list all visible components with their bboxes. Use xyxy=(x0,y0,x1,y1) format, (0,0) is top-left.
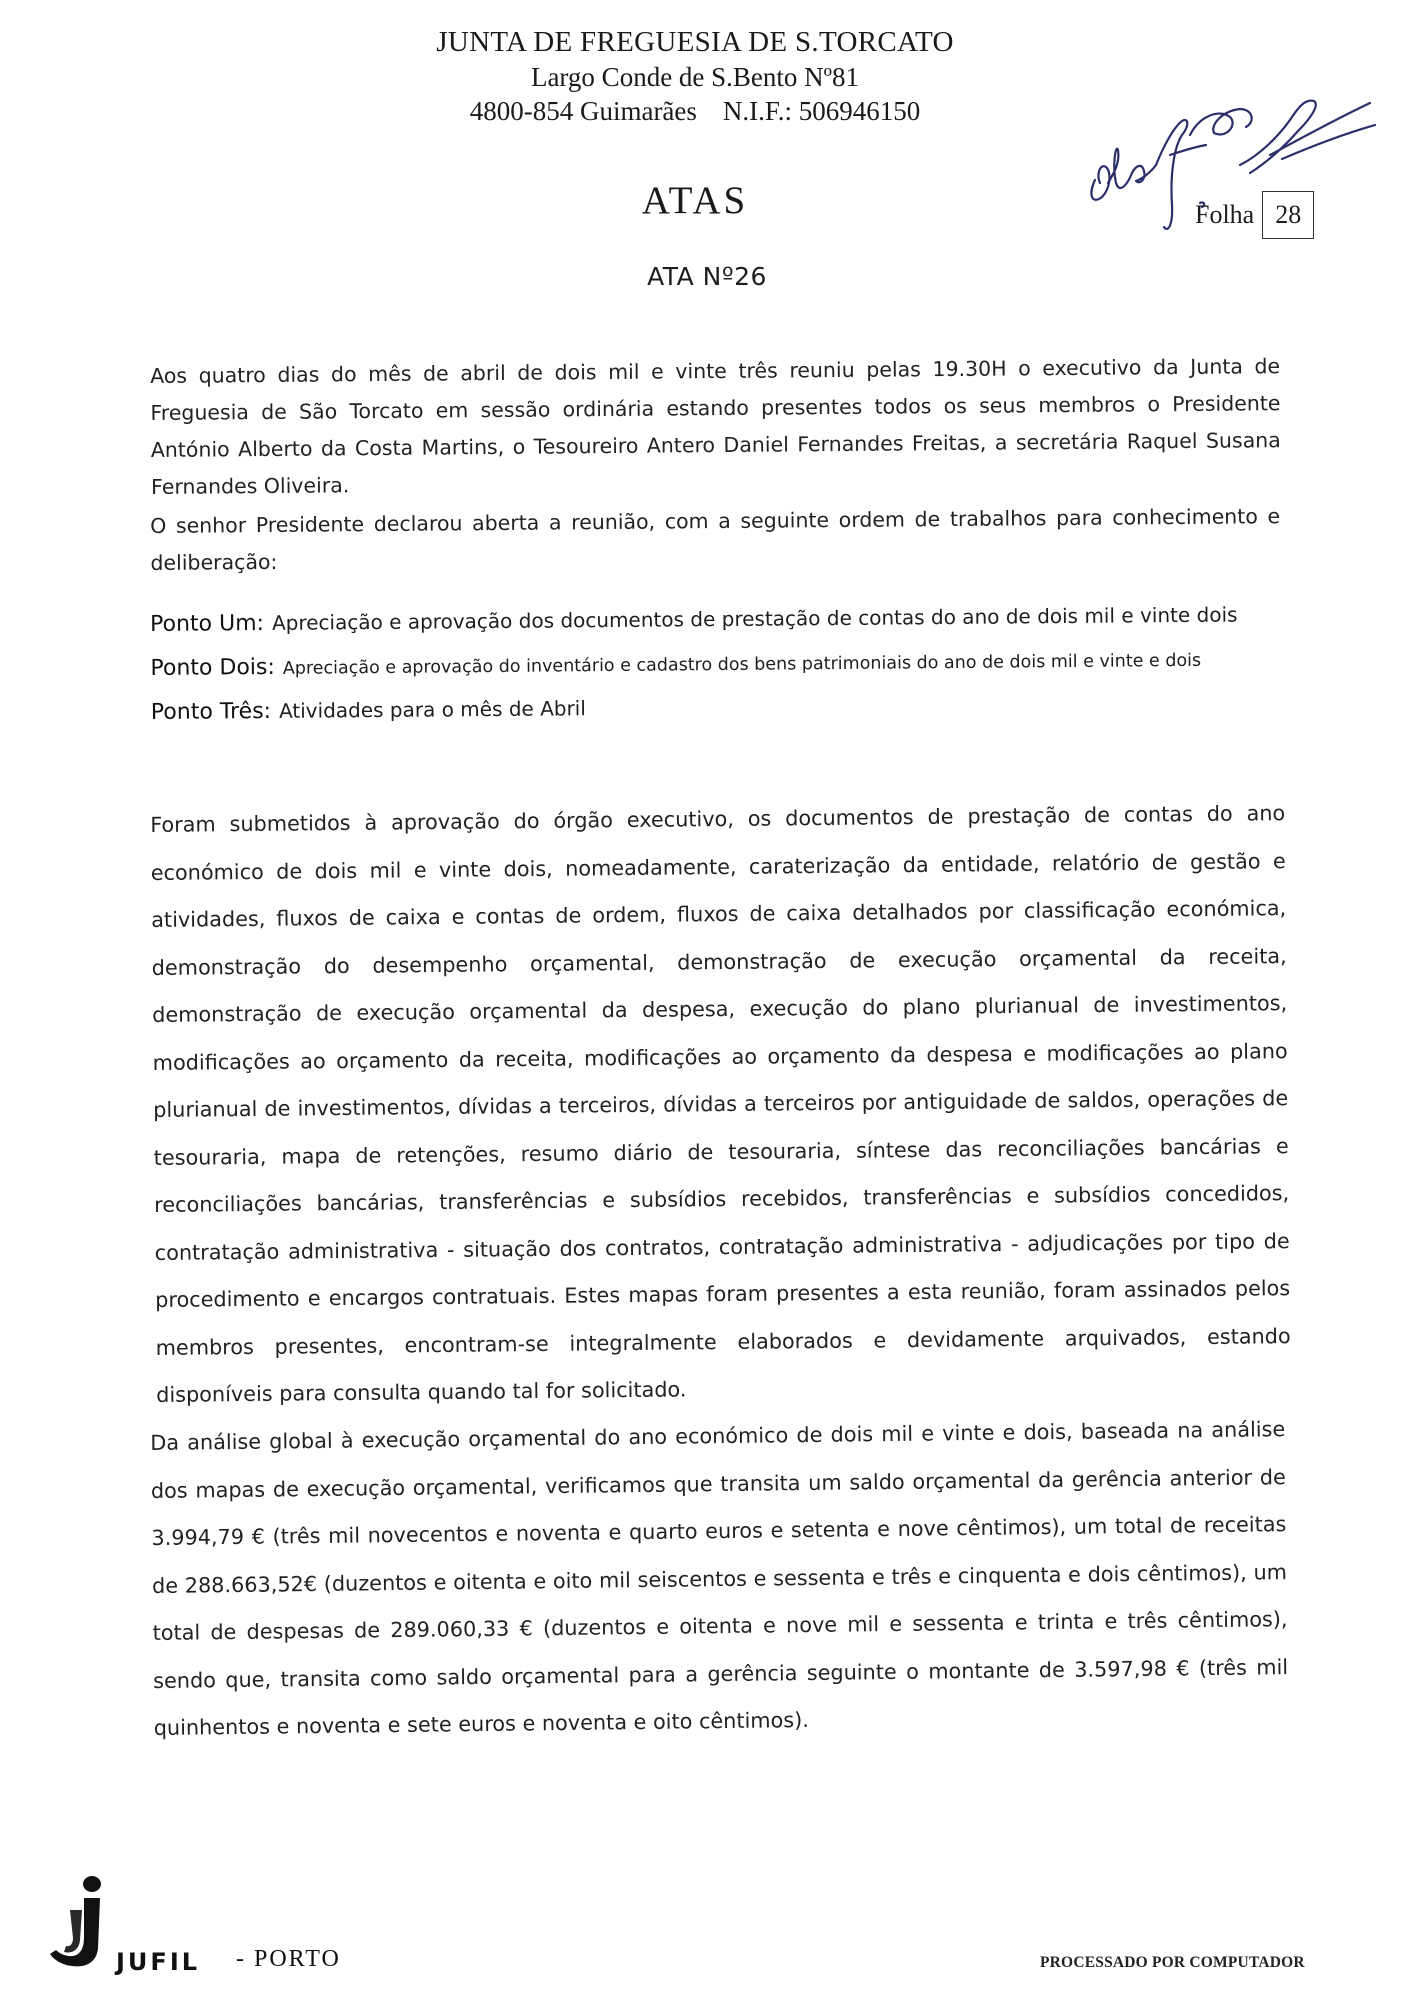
sheet-label: Folha xyxy=(1195,200,1255,229)
nif: N.I.F.: 506946150 xyxy=(722,96,921,126)
agenda-item-label: Ponto Três: xyxy=(150,698,272,725)
footer-brand: JUFIL xyxy=(116,1948,201,1976)
sheet-number-box: 28 xyxy=(1262,191,1314,239)
footer-note: PROCESSADO POR COMPUTADOR xyxy=(1040,1954,1305,1971)
document-type-title: ATAS xyxy=(641,179,749,222)
agenda-item-label: Ponto Dois: xyxy=(150,654,275,681)
agenda-item-text: Apreciação e aprovação do inventário e cadastro dos bens patrimoniais do ano de dois mil e vinte e dois xyxy=(282,650,1202,679)
agenda-item-text: Apreciação e aprovação dos documentos de prestação de contas do ano de dois mil e vinte dois xyxy=(271,602,1238,635)
organization-address: Largo Conde de S.Bento Nº81 xyxy=(530,62,860,92)
budget-analysis-paragraph: Da análise global à execução orçamental do ano económico de dois mil e vinte e dois, baseada na análise dos mapas de execução orçamental, verificamos que transita um saldo orçamental da gerência anterior de 3.994,79 € (três mil novecentos e noventa e quarto euros e setenta e nove cêntimos), um total de receitas de 288.663,52€ (duzentos e oitenta e oito mil seiscentos e sessenta e três e cinquenta e dois cêntimos), um total de despesas de 289.060,33 € (duzentos e oitenta e nove mil e sessenta e trinta e três cêntimos), sendo que, transita como saldo orçamental para a gerência seguinte o montante de 3.597,98 € (três mil quinhentos e noventa e sete euros e noventa e oito cêntimos). xyxy=(150,1417,1289,1740)
intro-paragraph: Aos quatro dias do mês de abril de dois mil e vinte três reuniu pelas 19.30H o executivo da Junta de Freguesia de São Torcato em sessão ordinária estando presentes todos os seus membros o Presidente António Alberto da Costa Martins, o Tesoureiro Antero Daniel Fernandes Freitas, a secretária Raquel Susana Fernandes Oliveira. xyxy=(150,354,1281,499)
opening-paragraph: O senhor Presidente declarou aberta a reunião, com a seguinte ordem de trabalhos para conhecimento e deliberação: xyxy=(150,504,1281,575)
agenda-list xyxy=(150,602,1301,744)
agenda-item-label: Ponto Um: xyxy=(150,611,265,637)
minutes-number: ATA Nº26 xyxy=(647,262,767,291)
footer-city: - PORTO xyxy=(236,1946,341,1972)
agenda-item-text: Atividades para o mês de Abril xyxy=(278,696,586,723)
agenda-item xyxy=(151,690,1301,744)
sheet-number xyxy=(1195,190,1314,240)
accounts-documents-paragraph: Foram submetidos à aprovação do órgão executivo, os documentos de prestação de contas do ano económico de dois mil e vinte dois, nomeadamente, caraterização da entidade, relatório de gestão e atividades, fluxos de caixa e contas de ordem, fluxos de caixa detalhados por classificação económica, demonstração do desempenho orçamental, demonstração de execução orçamental da receita, demonstração de execução orçamental da despesa, execução do plano plurianual de investimentos, modificações ao orçamento da receita, modificações ao orçamento da despesa e modificações ao plano plurianual de investimentos, dívidas a terceiros, dívidas a terceiros por antiguidade de saldos, operações de tesouraria, mapa de retenções, resumo diário de tesouraria, síntese das reconciliações bancárias e reconciliações bancárias, transferências e subsídios recebidos, transferências e subsídios concedidos, contratação administrativa - situação dos contratos, contratação administrativa - adjudicações por tipo de procedimento e encargos contratuais. Estes mapas foram presentes a esta reunião, foram assinados pelos membros presentes, encontram-se integralmente elaborados e devidamente arquivados, estando disponíveis para consulta quando tal for solicitado. xyxy=(150,801,1291,1407)
jufil-logo xyxy=(42,1870,122,1970)
organization-name: JUNTA DE FREGUESIA DE S.TORCATO xyxy=(436,26,954,58)
postal-city: 4800-854 Guimarães xyxy=(469,96,697,126)
